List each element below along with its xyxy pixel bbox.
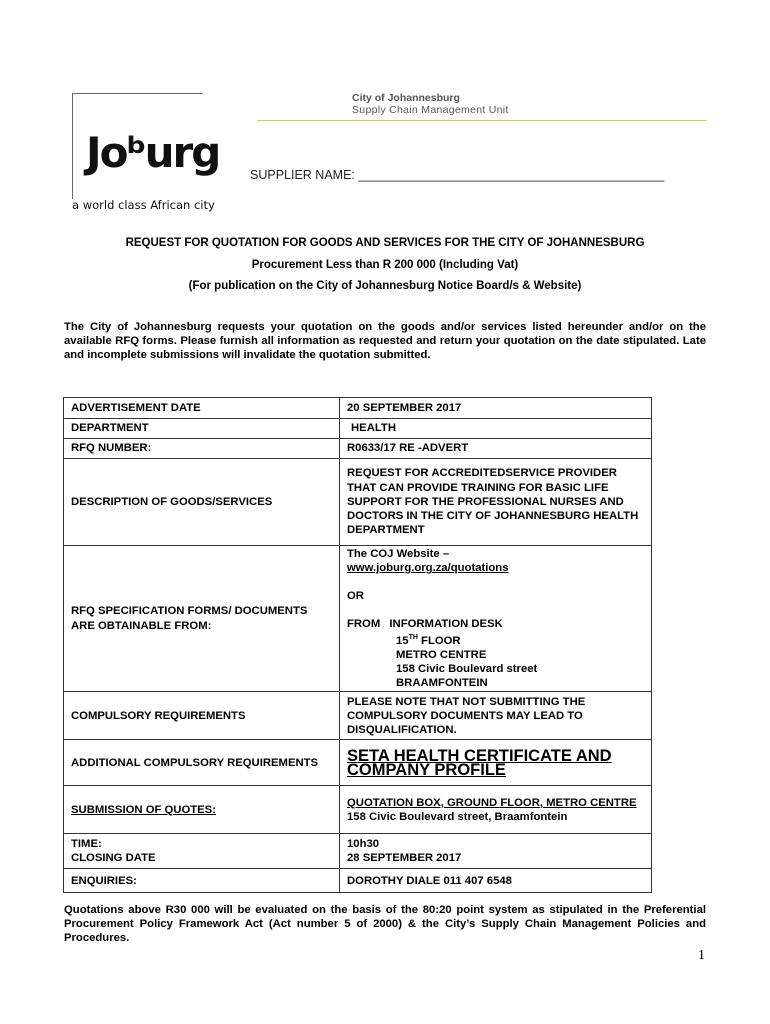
joburg-logo: Joᵇurg bbox=[86, 128, 220, 177]
table-row bbox=[64, 398, 652, 419]
procurement-limit: Procurement Less than R 200 000 (Including Vat) bbox=[251, 259, 519, 271]
time-closing-label bbox=[64, 834, 340, 869]
time-label: TIME: bbox=[71, 838, 102, 851]
compulsory-value: PLEASE NOTE THAT NOT SUBMITTING THE COMPULSORY DOCUMENTS MAY LEAD TO DISQUALIFICATION. bbox=[340, 692, 652, 740]
rfq-number-label: RFQ NUMBER: bbox=[64, 439, 340, 459]
submission-address: 158 Civic Boulevard street, Braamfontein bbox=[347, 810, 568, 823]
spec-address-line4: 158 Civic Boulevard street bbox=[396, 662, 538, 675]
spec-or: OR bbox=[347, 590, 364, 603]
enquiries-value: DOROTHY DIALE 011 407 6548 bbox=[340, 869, 652, 893]
table-row bbox=[64, 459, 652, 546]
submission-location: QUOTATION BOX, GROUND FLOOR, METRO CENTRE bbox=[347, 796, 637, 809]
table-row bbox=[64, 869, 652, 893]
department-value: HEALTH bbox=[340, 419, 652, 439]
spec-address-line3: METRO CENTRE bbox=[396, 648, 487, 661]
org-unit: Supply Chain Management Unit bbox=[352, 104, 509, 116]
description-value: REQUEST FOR ACCREDITEDSERVICE PROVIDER THAT CAN PROVIDE TRAINING FOR BASIC LIFE SUPPORT FOR THE PROFESSIONAL NURSES AND DOCTORS IN THE CITY OF JOHANNESBURG HEALTH DEPARTMENT bbox=[340, 459, 652, 546]
org-name: City of Johannesburg bbox=[352, 92, 460, 104]
closing-date-value: 28 SEPTEMBER 2017 bbox=[347, 852, 462, 865]
publication-note: (For publication on the City of Johannesburg Notice Board/s & Website) bbox=[188, 280, 582, 292]
time-closing-value bbox=[340, 834, 652, 869]
specification-label: RFQ SPECIFICATION FORMS/ DOCUMENTS ARE OBTAINABLE FROM: bbox=[64, 546, 340, 692]
spec-address-line1: INFORMATION DESK bbox=[389, 617, 503, 630]
table-row bbox=[64, 419, 652, 439]
table-row bbox=[64, 439, 652, 459]
advertisement-date-value: 20 SEPTEMBER 2017 bbox=[340, 398, 652, 419]
advertisement-date-label: ADVERTISEMENT DATE bbox=[64, 398, 340, 419]
description-label: DESCRIPTION OF GOODS/SERVICES bbox=[64, 459, 340, 546]
logo-tagline: a world class African city bbox=[72, 198, 215, 212]
submission-label: SUBMISSION OF QUOTES: bbox=[64, 786, 340, 834]
submission-value bbox=[340, 786, 652, 834]
table-row bbox=[64, 834, 652, 869]
enquiries-label: ENQUIRIES: bbox=[64, 869, 340, 893]
intro-paragraph: The City of Johannesburg requests your quotation on the goods and/or services listed hereunder and/or on the available RFQ forms. Please furnish all information as requested and return your quotation on the date stipulated. Late and incomplete submissions will invalidate the quotation submitted. bbox=[64, 321, 706, 361]
quotations-link[interactable]: www.joburg.org.za/quotations bbox=[347, 562, 509, 575]
specification-value bbox=[340, 546, 652, 692]
spec-address-line2: 15TH FLOOR bbox=[396, 633, 461, 647]
time-value: 10h30 bbox=[347, 838, 380, 851]
page-number: 1 bbox=[698, 948, 705, 963]
evaluation-note: Quotations above R30 000 will be evaluated on the basis of the 80:20 point system as stipulated in the Preferential Procurement Policy Framework Act (Act number 5 of 2000) & the City’s Supply Chain Management Policies and Procedures. bbox=[64, 904, 706, 944]
rfq-number-value: R0633/17 RE -ADVERT bbox=[340, 439, 652, 459]
table-row bbox=[64, 546, 652, 692]
table-row bbox=[64, 740, 652, 786]
table-row bbox=[64, 692, 652, 740]
additional-compulsory-value: SETA HEALTH CERTIFICATE AND COMPANY PROFILE bbox=[340, 740, 652, 786]
header-divider bbox=[257, 120, 707, 121]
spec-address-line5: BRAAMFONTEIN bbox=[396, 677, 488, 690]
spec-from: FROM bbox=[347, 617, 381, 630]
additional-compulsory-label: ADDITIONAL COMPULSORY REQUIREMENTS bbox=[64, 740, 340, 786]
department-label: DEPARTMENT bbox=[64, 419, 340, 439]
compulsory-label: COMPULSORY REQUIREMENTS bbox=[64, 692, 340, 740]
closing-date-label: CLOSING DATE bbox=[71, 852, 156, 865]
document-title: REQUEST FOR QUOTATION FOR GOODS AND SERVICES FOR THE CITY OF JOHANNESBURG bbox=[125, 237, 645, 249]
spec-address bbox=[347, 617, 644, 691]
table-row bbox=[64, 786, 652, 834]
supplier-name-field: SUPPLIER NAME: ____________________________________________ bbox=[250, 168, 665, 182]
spec-website: The COJ Website – bbox=[347, 548, 450, 560]
rfq-details-table bbox=[63, 397, 652, 893]
